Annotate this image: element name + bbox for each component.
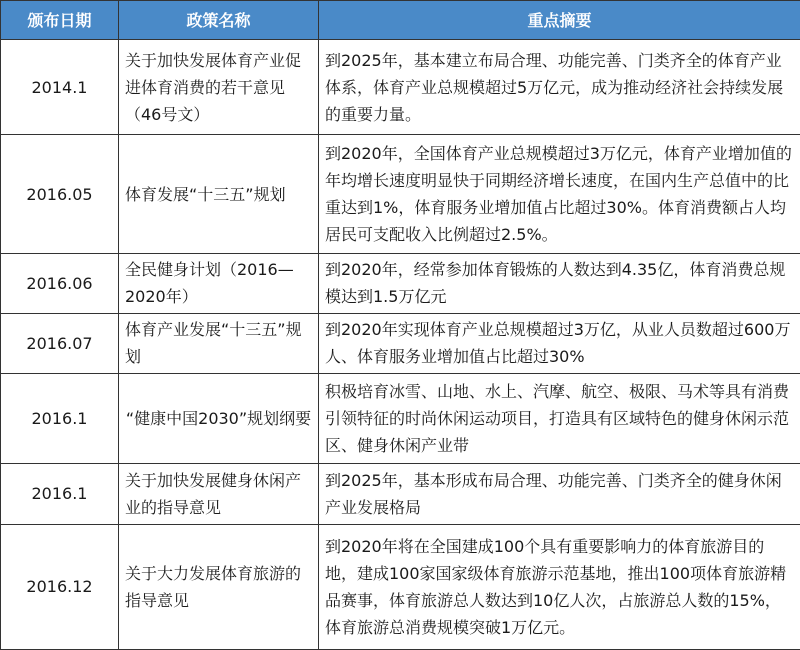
row-summary: 积极培育冰雪、山地、水上、汽摩、航空、极限、马术等具有消费引领特征的时尚休闲运动项目，打造具有区域特色的健身休闲示范区、健身休闲产业带 <box>319 374 800 464</box>
row-date: 2016.1 <box>1 374 119 464</box>
table-header <box>1 1 800 40</box>
row-policy-name: “健康中国2030”规划纲要 <box>119 374 319 464</box>
table-row <box>1 374 800 464</box>
header-date: 颁布日期 <box>1 1 119 40</box>
row-date: 2016.07 <box>1 313 119 373</box>
row-summary: 到2020年，全国体育产业总规模超过3万亿元，体育产业增加值的年均增长速度明显快于同期经济增长速度，在国内生产总值中的比重达到1%，体育服务业增加值占比超过30%。体育消费额占人均居民可支配收入比例超过2.5%。 <box>319 135 800 253</box>
table-row <box>1 253 800 313</box>
row-policy-name: 关于大力发展体育旅游的指导意见 <box>119 524 319 649</box>
header-policy-name: 政策名称 <box>119 1 319 40</box>
table-body <box>1 40 800 650</box>
row-date: 2014.1 <box>1 40 119 135</box>
table-row <box>1 524 800 649</box>
table-row <box>1 464 800 524</box>
row-summary: 到2025年，基本建立布局合理、功能完善、门类齐全的体育产业体系，体育产业总规模超过5万亿元，成为推动经济社会持续发展的重要力量。 <box>319 40 800 135</box>
header-summary: 重点摘要 <box>319 1 800 40</box>
row-policy-name: 关于加快发展健身休闲产业的指导意见 <box>119 464 319 524</box>
row-summary: 到2020年实现体育产业总规模超过3万亿，从业人员数超过600万人、体育服务业增加值占比超过30% <box>319 313 800 373</box>
row-policy-name: 体育发展“十三五”规划 <box>119 135 319 253</box>
row-date: 2016.1 <box>1 464 119 524</box>
row-date: 2016.06 <box>1 253 119 313</box>
row-policy-name: 全民健身计划（2016—2020年） <box>119 253 319 313</box>
row-policy-name: 关于加快发展体育产业促进体育消费的若干意见（46号文） <box>119 40 319 135</box>
row-summary: 到2025年，基本形成布局合理、功能完善、门类齐全的健身休闲产业发展格局 <box>319 464 800 524</box>
row-policy-name: 体育产业发展“十三五”规划 <box>119 313 319 373</box>
table-row <box>1 313 800 373</box>
table-row <box>1 40 800 135</box>
row-summary: 到2020年将在全国建成100个具有重要影响力的体育旅游目的地，建成100家国家级体育旅游示范基地，推出100项体育旅游精品赛事，体育旅游总人数达到10亿人次，占旅游总人数的15%，体育旅游总消费规模突破1万亿元。 <box>319 524 800 649</box>
header-row <box>1 1 800 40</box>
row-date: 2016.12 <box>1 524 119 649</box>
table-row <box>1 135 800 253</box>
row-summary: 到2020年，经常参加体育锻炼的人数达到4.35亿，体育消费总规模达到1.5万亿元 <box>319 253 800 313</box>
row-date: 2016.05 <box>1 135 119 253</box>
